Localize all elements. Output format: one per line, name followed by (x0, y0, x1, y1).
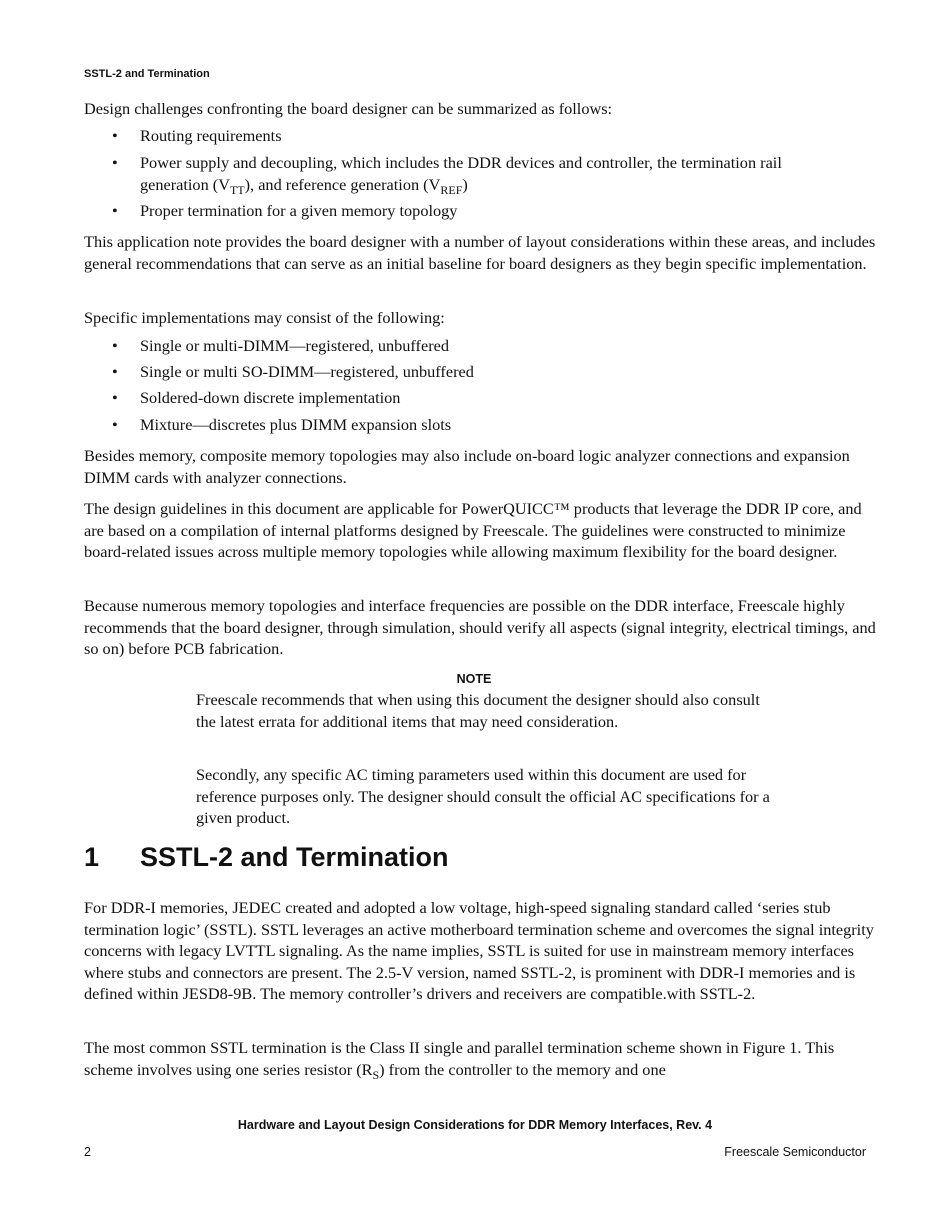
bullet-icon: • (112, 336, 118, 355)
body-paragraph: Besides memory, composite memory topologies may also include on-board logic analyzer connections and expansion DIMM cards with analyzer connections. (84, 446, 850, 487)
note-paragraph: Freescale recommends that when using this document the designer should also consult the latest errata for additional items that may need consideration. (196, 690, 760, 731)
section-heading (84, 842, 449, 873)
footer-doc-title: Hardware and Layout Design Considerations for DDR Memory Interfaces, Rev. 4 (237, 1118, 713, 1132)
bullet-icon: • (112, 126, 118, 145)
body-paragraph: Because numerous memory topologies and interface frequencies are possible on the DDR interface, Freescale highly recommends that the board designer, through simulation, should verify all aspects (signal integrity, electrical timings, and so on) before PCB fabrication. (84, 596, 876, 658)
bullet-icon: • (112, 201, 118, 220)
bullet-icon: • (112, 388, 118, 407)
body-paragraph: This application note provides the board designer with a number of layout considerations within these areas, and includes general recommendations that can serve as an initial baseline for board designers as they begin specific implementation. (84, 232, 876, 273)
body-paragraph: Specific implementations may consist of the following: (84, 308, 445, 327)
bullet-icon: • (112, 153, 118, 172)
body-paragraph: The most common SSTL termination is the Class II single and parallel termination scheme shown in Figure 1. This scheme involves using one series resistor $(R_S)$ from the controller to the memory and one (84, 1038, 835, 1082)
bullet-icon: • (112, 415, 118, 434)
bullet-icon: • (112, 362, 118, 381)
footer-company: Freescale Semiconductor (724, 1145, 866, 1159)
section-number: 1 (84, 842, 100, 872)
running-header: SSTL-2 and Termination (84, 68, 210, 80)
body-paragraph: The design guidelines in this document are applicable for PowerQUICC™ products that leverage the DDR IP core, and are based on a compilation of internal platforms designed by Freescale. The guidelines were constructed to minimize board-related issues across multiple memory topologies while allowing maximum flexibility for the board designer. (84, 499, 862, 561)
intro-paragraph: Design challenges confronting the board designer can be summarized as follows: (84, 99, 613, 118)
section-title: SSTL-2 and Termination (140, 842, 449, 872)
note-title: NOTE (456, 672, 492, 686)
note-paragraph: Secondly, any specific AC timing parameters used within this document are used for reference purposes only. The designer should consult the official AC specifications for a given product. (196, 765, 770, 827)
page-number: 2 (84, 1145, 91, 1159)
body-paragraph: For DDR-I memories, JEDEC created and adopted a low voltage, high-speed signaling standard called ‘series stub termination logic’ (SSTL). SSTL leverages an active motherboard termination scheme and overcomes the signal integrity concerns with legacy LVTTL signaling. As the name implies, SSTL is suited for use in mainstream memory interfaces where stubs and connectors are present. The 2.5-V version, named SSTL-2, is prominent with DDR-I memories and is defined within JESD8-9B. The memory controller’s drivers and receivers are compatible.with SSTL-2. (84, 898, 874, 1003)
